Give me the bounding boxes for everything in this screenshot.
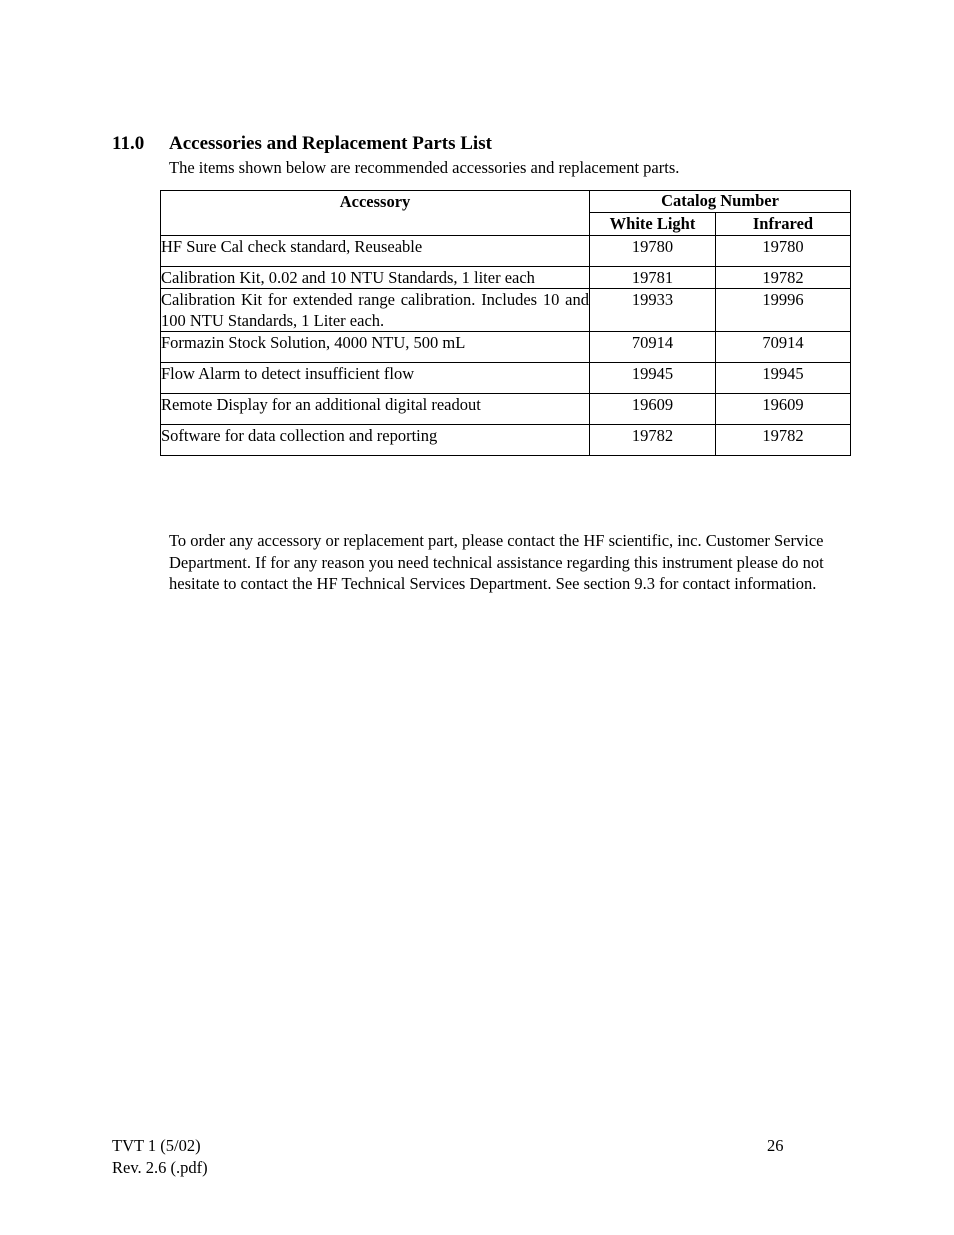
header-catalog-number: Catalog Number xyxy=(590,191,851,213)
ordering-info xyxy=(169,530,834,595)
section-intro: The items shown below are recommended accessories and replacement parts. xyxy=(169,158,680,177)
infrared-cell: 70914 xyxy=(716,332,851,363)
table-row xyxy=(161,332,851,363)
infrared-cell: 19609 xyxy=(716,394,851,425)
table-row xyxy=(161,425,851,456)
section-heading xyxy=(112,133,492,155)
table-row xyxy=(161,289,851,332)
header-white-light: White Light xyxy=(590,213,716,236)
accessory-cell: HF Sure Cal check standard, Reuseable xyxy=(161,236,590,267)
accessory-cell: Formazin Stock Solution, 4000 NTU, 500 mL xyxy=(161,332,590,363)
footer-doc-id: TVT 1 (5/02) xyxy=(112,1136,201,1155)
infrared-cell: 19996 xyxy=(716,289,851,332)
ordering-paragraph: To order any accessory or replacement part, please contact the HF scientific, inc. Customer Service Department. If for any reason you need technical assistance regarding this instrument please do not hesitate to contact the HF Technical Services Department. See section 9.3 for contact information. xyxy=(169,531,824,593)
infrared-cell: 19945 xyxy=(716,363,851,394)
accessory-cell: Flow Alarm to detect insufficient flow xyxy=(161,363,590,394)
infrared-cell: 19780 xyxy=(716,236,851,267)
footer-revision: Rev. 2.6 (.pdf) xyxy=(112,1158,208,1177)
white-light-cell: 19782 xyxy=(590,425,716,456)
white-light-cell: 19781 xyxy=(590,267,716,289)
white-light-cell: 19933 xyxy=(590,289,716,332)
white-light-cell: 19945 xyxy=(590,363,716,394)
table-row xyxy=(161,267,851,289)
accessories-table xyxy=(160,190,851,456)
table-row xyxy=(161,236,851,267)
header-infrared: Infrared xyxy=(716,213,851,236)
accessory-cell: Calibration Kit for extended range calibration. Includes 10 and 100 NTU Standards, 1 Liter each. xyxy=(161,290,589,330)
white-light-cell: 19780 xyxy=(590,236,716,267)
accessory-cell: Remote Display for an additional digital readout xyxy=(161,394,590,425)
white-light-cell: 70914 xyxy=(590,332,716,363)
section-title: Accessories and Replacement Parts List xyxy=(169,133,492,154)
table-row xyxy=(161,363,851,394)
accessory-cell: Software for data collection and reporting xyxy=(161,425,590,456)
page-number: 26 xyxy=(767,1136,784,1155)
infrared-cell: 19782 xyxy=(716,425,851,456)
section-number: 11.0 xyxy=(112,133,145,154)
header-accessory: Accessory xyxy=(161,191,590,236)
footer-document-info xyxy=(112,1135,208,1179)
white-light-cell: 19609 xyxy=(590,394,716,425)
accessory-cell: Calibration Kit, 0.02 and 10 NTU Standards, 1 liter each xyxy=(161,267,590,289)
table-row xyxy=(161,394,851,425)
infrared-cell: 19782 xyxy=(716,267,851,289)
